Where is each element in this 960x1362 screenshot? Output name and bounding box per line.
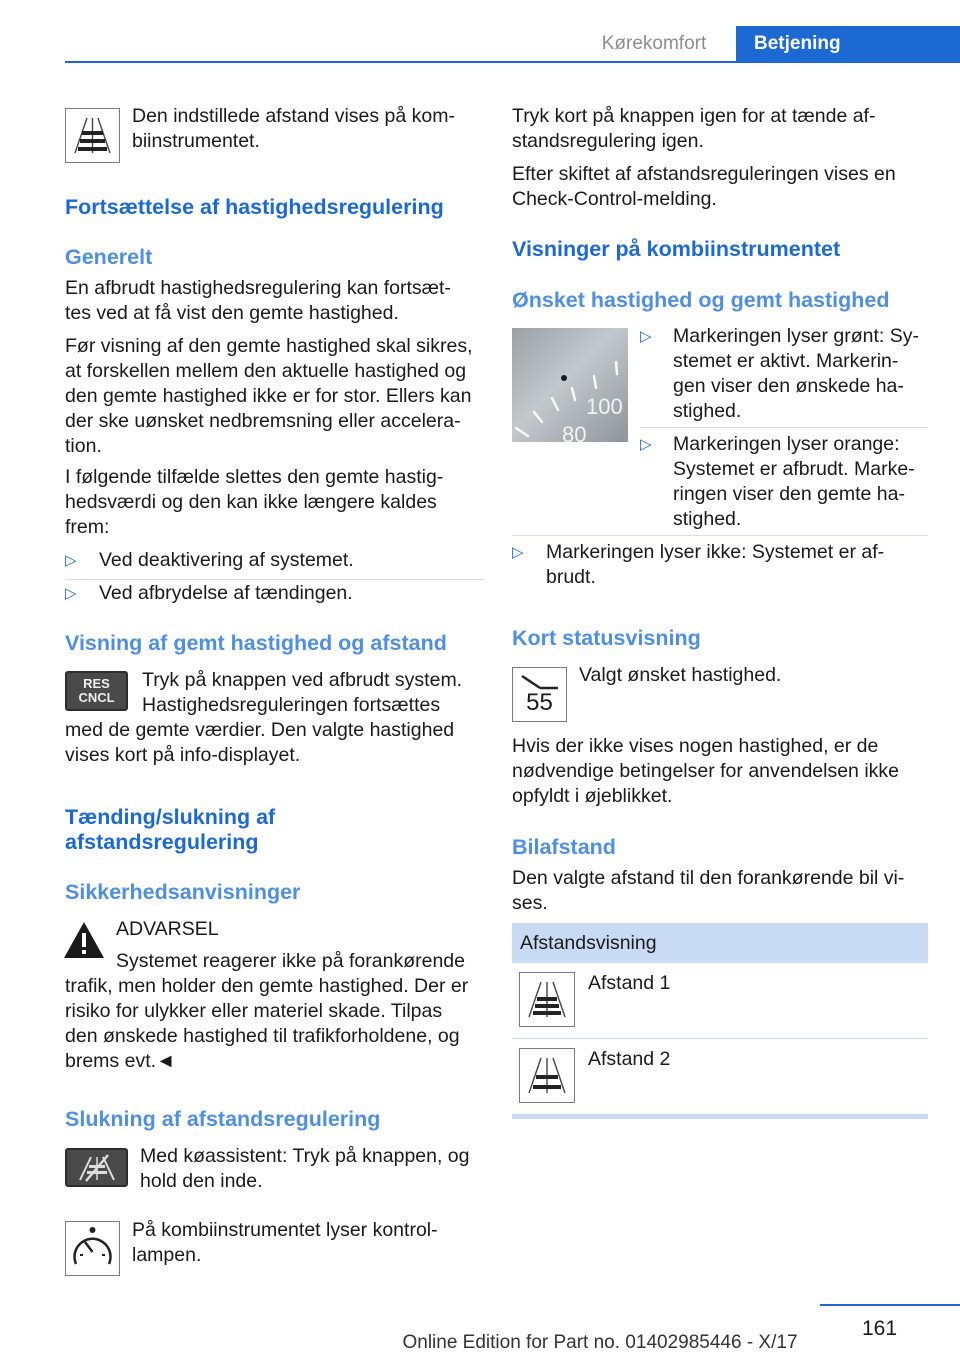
warning-text-rest: trafik, men holder den gemte hastighed. Der er risiko for ulykker eller materiel skade. Tilpas den ønskede hastighed til trafikforholdene, og brems evt.◄ [65,975,469,1072]
table-bottom-bar [512,1114,928,1119]
heading-safety: Sikkerhedsanvisninger [65,880,301,904]
warning-text-first: Systemet reagerer ikke på forankørende [116,950,466,972]
warning-triangle-icon [63,920,105,960]
general-paragraph-2: Før visning af den gemte hastighed skal sikres, at forskellen mellem den aktuelle hastighed og den gemte hastighed ikke er for stor. Ellers kan der ske uønsket nedbremsning eller accelera- tion. [65,335,473,457]
list-item: ▷ Ved deaktivering af systemet. [65,549,354,571]
table-cell: Afstand 1 [588,972,671,994]
general-paragraph-3: I følgende tilfælde slettes den gemte hastig- hedsværdi og den kan ikke længere kaldes frem: [65,466,444,538]
page-number: 161 [862,1317,898,1340]
queue-assist-icon [65,1148,128,1187]
list-divider [640,427,928,428]
tab-betjening[interactable]: Betjening [736,26,960,62]
heading-displays: Visninger på kombiinstrumentet [512,237,841,261]
general-paragraph-1: En afbrudt hastighedsregulering kan fortsæt- tes ved at få vist den gemte hastighed. [65,277,451,324]
view-saved-text-first: Tryk på knappen ved afbrudt system. Hastighedsreguleringen fortsættes [142,669,463,716]
status-text: Valgt ønsket hastighed. [579,664,782,686]
heading-general: Generelt [65,245,153,269]
list-item: ▷ Markeringen lyser ikke: Systemet er af- brudt. [512,541,885,588]
list-item: ▷ Ved afbrydelse af tændingen. [65,582,353,604]
gauge-label: 80 [562,422,587,447]
press-again-text: Tryk kort på knappen igen for at tænde af- standsregulering igen. [512,105,876,152]
distance-2-icon [519,1048,575,1103]
gauge-label: 100 [586,394,623,419]
heading-onoff-distance: Tænding/slukning af afstandsregulering [65,805,276,854]
tab-korekomfort[interactable]: Kørekomfort [601,33,707,54]
list-divider [65,579,485,580]
heading-status: Kort statusvisning [512,626,701,650]
bullet-triangle-icon: ▷ [640,436,652,453]
distance-1-icon [519,972,575,1027]
distance-bars-icon [65,108,120,163]
bullet-triangle-icon: ▷ [65,552,77,569]
bullet-triangle-icon: ▷ [512,544,524,561]
after-switch-text: Efter skiftet af afstandsreguleringen vises en Check-Control-melding. [512,163,896,210]
table-cell: Afstand 2 [588,1048,671,1070]
list-divider [512,535,928,536]
table-row-divider [512,1038,928,1039]
distance-shown-text: Den indstillede afstand vises på kom- biinstrumentet. [132,105,455,152]
distance-text: Den valgte afstand til den forankørende bil vi- ses. [512,867,905,914]
bullet-triangle-icon: ▷ [640,328,652,345]
view-saved-text-rest: med de gemte værdier. Den valgte hastighed vises kort på info-displayet. [65,719,455,766]
tachometer-lamp-icon [65,1221,120,1276]
speedometer-image [512,328,628,447]
heading-desired-speed: Ønsket hastighed og gemt hastighed [512,288,890,312]
res-cncl-button-icon: RES CNCL [65,671,128,711]
list-item: ▷ Markeringen lyser grønt: Sy- stemet er aktivt. Markerin- gen viser den ønskede ha- stighed. [640,325,919,422]
bullet-triangle-icon: ▷ [65,585,77,602]
footer-rule [820,1304,960,1306]
header-rule [65,61,960,63]
lamp-text: På kombiinstrumentet lyser kontrol- lampen. [132,1219,438,1266]
footer-edition: Online Edition for Part no. 01402985446 - X/17 [402,1332,798,1353]
list-item: ▷ Markeringen lyser orange: Systemet er afbrudt. Marke- ringen viser den gemte ha- stighed. [640,433,915,530]
heading-continue-speed: Fortsættelse af hastighedsregulering [65,195,444,219]
warning-title: ADVARSEL [116,918,219,940]
off-text: Med køassistent: Tryk på knappen, og hold den inde. [140,1145,470,1192]
heading-view-saved: Visning af gemt hastighed og afstand [65,631,447,655]
table-header: Afstandsvisning [512,923,928,963]
no-speed-text: Hvis der ikke vises nogen hastighed, er de nødvendige betingelser for anvendelsen ikke opfyldt i øjeblikket. [512,735,900,807]
heading-off: Slukning af afstandsregulering [65,1107,381,1131]
speed-status-icon: 55 [512,667,567,722]
heading-distance: Bilafstand [512,835,616,859]
